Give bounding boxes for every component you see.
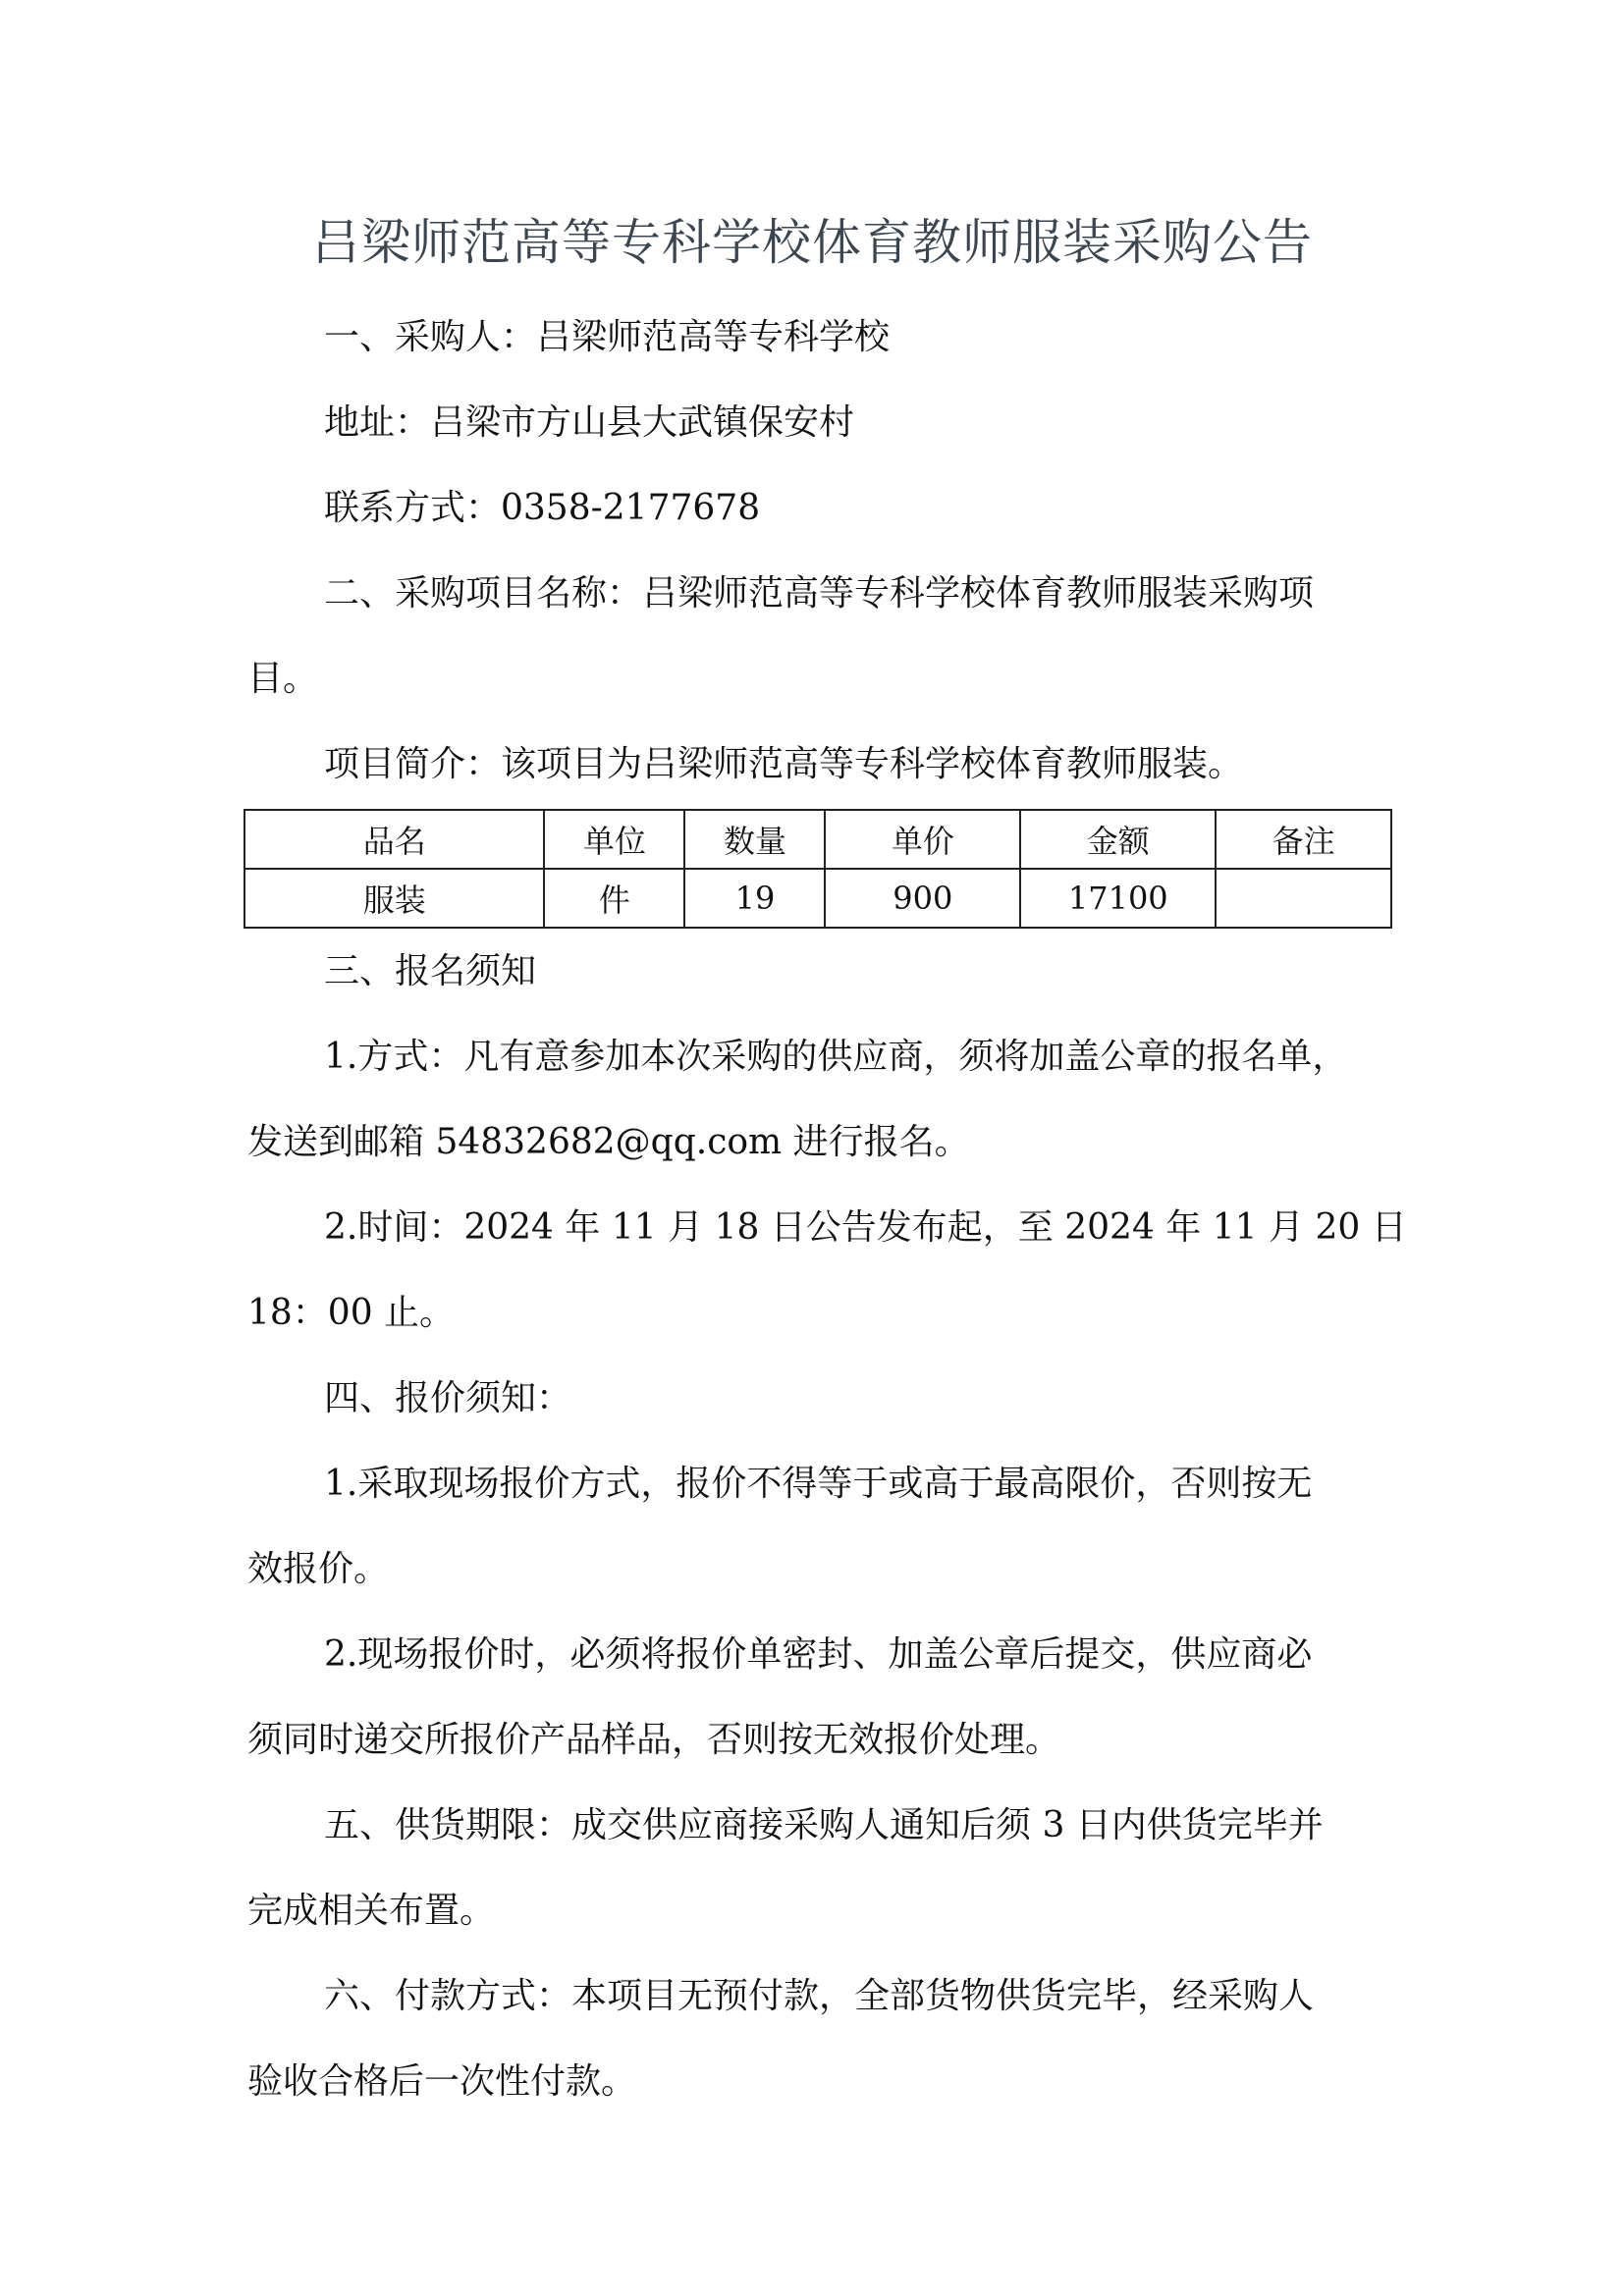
header-cell: 金额 <box>1020 810 1216 869</box>
quotation-heading: 四、报价须知： <box>324 1378 572 1418</box>
quotation-item1-line2: 效报价。 <box>247 1549 390 1589</box>
quotation-item1-line1: 1.采取现场报价方式，报价不得等于或高于最高限价，否则按无 <box>324 1464 1313 1504</box>
header-cell: 备注 <box>1216 810 1391 869</box>
header-cell: 单位 <box>544 810 684 869</box>
registration-item2-line1: 2.时间：2024 年 11 月 18 日公告发布起，至 2024 年 11 月 20 日 <box>324 1207 1407 1248</box>
registration-heading: 三、报名须知 <box>324 951 537 991</box>
contact-line: 联系方式：0358-2177678 <box>324 488 761 528</box>
table-cell: 件 <box>544 869 684 928</box>
project-summary: 项目简介：该项目为吕梁师范高等专科学校体育教师服装。 <box>324 744 1244 784</box>
quotation-item2-line2: 须同时递交所报价产品样品，否则按无效报价处理。 <box>247 1720 1061 1760</box>
address-line: 地址：吕梁市方山县大武镇保安村 <box>324 402 855 443</box>
header-cell: 数量 <box>684 810 825 869</box>
delivery-line1: 五、供货期限：成交供应商接采购人通知后须 3 日内供货完毕并 <box>324 1805 1324 1845</box>
purchaser-line: 一、采购人：吕梁师范高等专科学校 <box>324 317 891 357</box>
header-cell: 单价 <box>825 810 1020 869</box>
registration-item1-line2: 发送到邮箱 54832682@qq.com 进行报名。 <box>247 1122 970 1162</box>
payment-line2: 验收合格后一次性付款。 <box>247 2061 637 2102</box>
registration-item2-line2: 18：00 止。 <box>247 1293 456 1333</box>
table-cell: 服装 <box>244 869 544 928</box>
payment-line1: 六、付款方式：本项目无预付款，全部货物供货完毕，经采购人 <box>324 1976 1315 2016</box>
table-cell: 19 <box>684 869 825 928</box>
document-title: 吕梁师范高等专科学校体育教师服装采购公告 <box>311 214 1313 271</box>
header-cell: 品名 <box>244 810 544 869</box>
project-name-line1: 二、采购项目名称：吕梁师范高等专科学校体育教师服装采购项 <box>324 573 1315 614</box>
table-cell: 900 <box>825 869 1020 928</box>
table-cell: 17100 <box>1020 869 1216 928</box>
registration-item1-line1: 1.方式：凡有意参加本次采购的供应商，须将加盖公章的报名单， <box>324 1037 1348 1077</box>
items-table <box>244 809 1392 929</box>
project-name-line2: 目。 <box>247 659 319 699</box>
table-row <box>244 869 1391 928</box>
delivery-line2: 完成相关布置。 <box>247 1891 496 1931</box>
quotation-item2-line1: 2.现场报价时，必须将报价单密封、加盖公章后提交，供应商必 <box>324 1634 1313 1675</box>
table-cell <box>1216 869 1391 928</box>
table-header-row <box>244 810 1391 869</box>
